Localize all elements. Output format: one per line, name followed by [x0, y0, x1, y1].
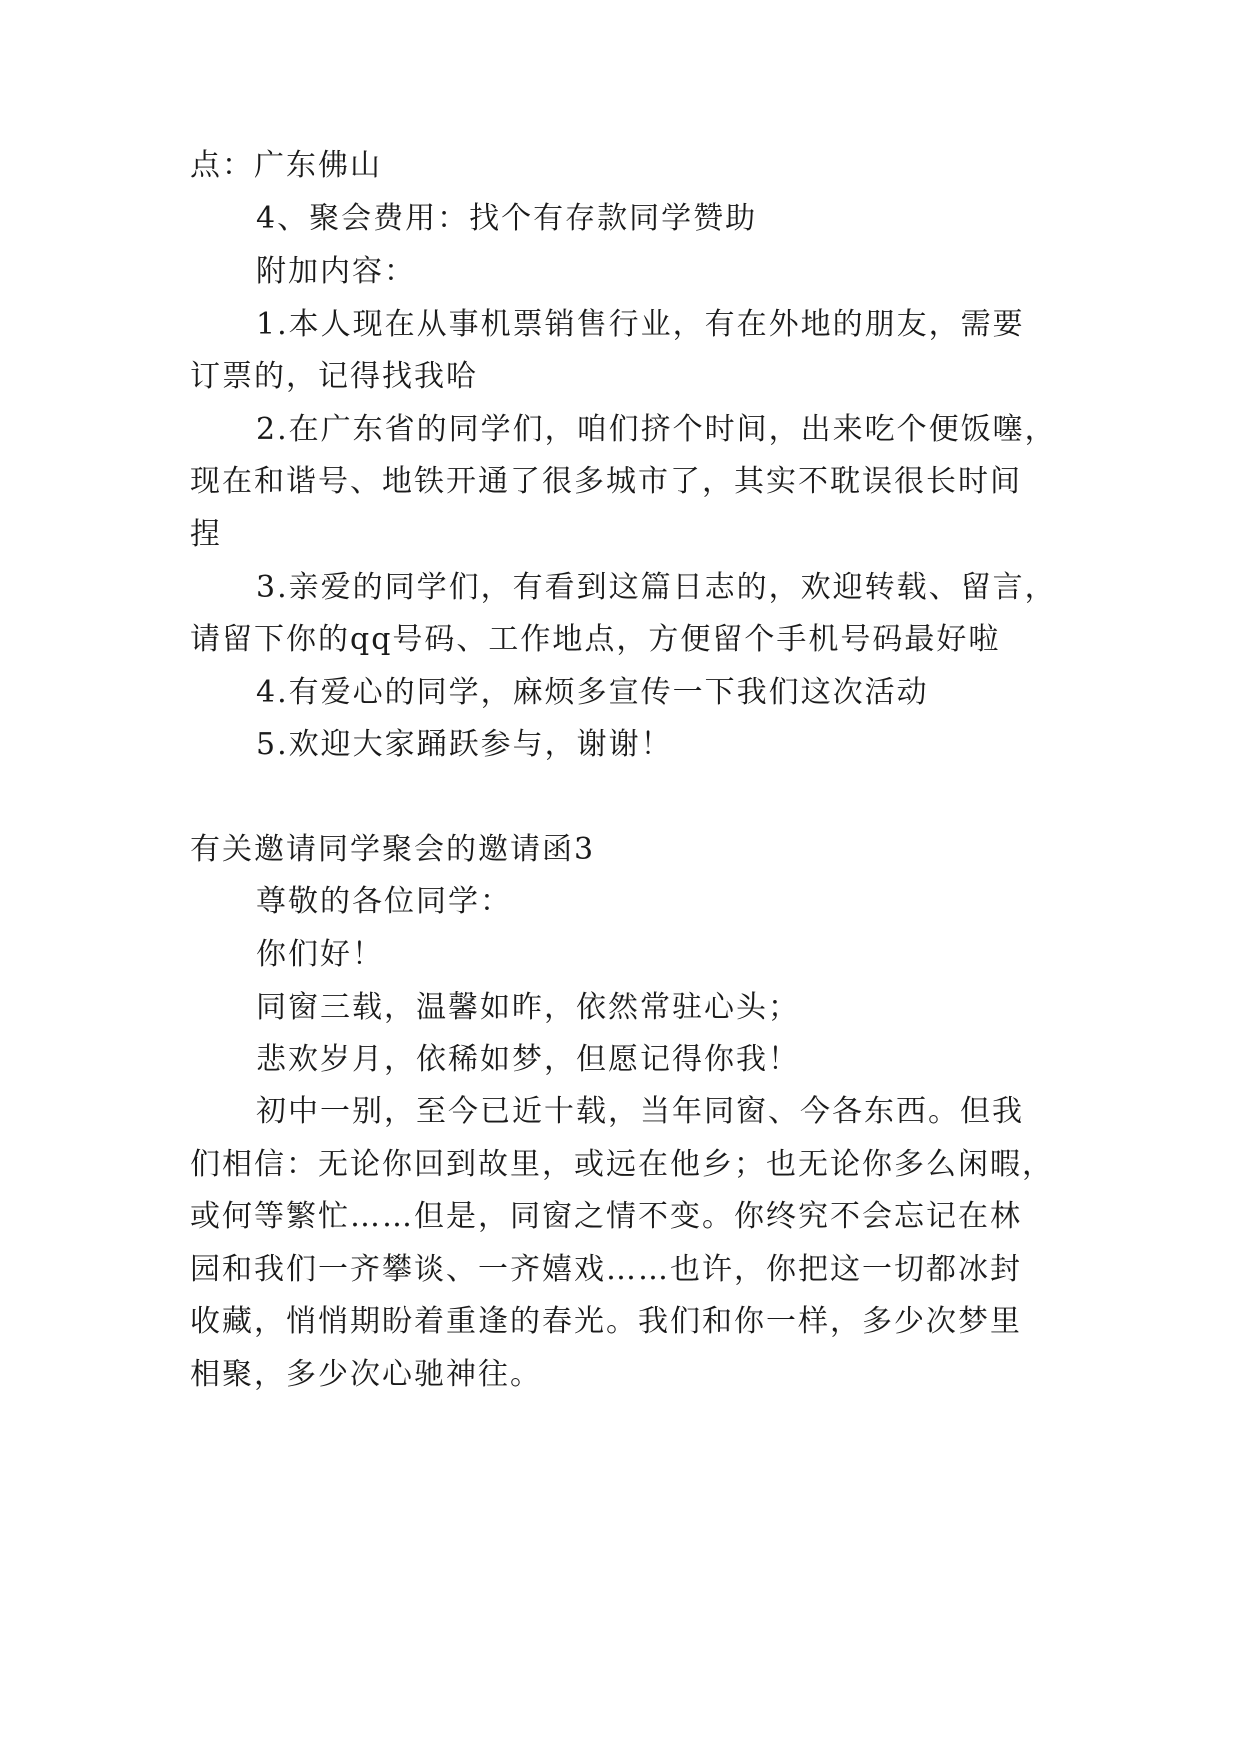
text-line: 收藏，悄悄期盼着重逢的春光。我们和你一样，多少次梦里 — [190, 1304, 1022, 1339]
text-line: 悲欢岁月，依稀如梦，但愿记得你我！ — [256, 1042, 800, 1077]
text-line: 1.本人现在从事机票销售行业，有在外地的朋友，需要 — [256, 307, 1025, 342]
text-line: 附加内容： — [256, 254, 416, 289]
text-line: 相聚，多少次心驰神往。 — [190, 1357, 542, 1392]
section-heading: 有关邀请同学聚会的邀请函3 — [190, 832, 596, 867]
text-line: 你们好！ — [256, 937, 384, 972]
text-line: 尊敬的各位同学： — [256, 884, 512, 919]
text-line: 现在和谐号、地铁开通了很多城市了，其实不耽误很长时间 — [190, 464, 1022, 499]
text-line: 2.在广东省的同学们，咱们挤个时间，出来吃个便饭噻， — [256, 412, 1057, 447]
text-line: 或何等繁忙……但是，同窗之情不变。你终究不会忘记在林 — [190, 1199, 1022, 1234]
text-line: 订票的，记得找我哈 — [190, 359, 478, 394]
text-line: 4、聚会费用：找个有存款同学赞助 — [256, 201, 758, 236]
text-line: 园和我们一齐攀谈、一齐嬉戏……也许，你把这一切都冰封 — [190, 1252, 1022, 1287]
text-line: 3.亲爱的同学们，有看到这篇日志的，欢迎转载、留言， — [256, 570, 1057, 605]
text-line: 请留下你的qq号码、工作地点，方便留个手机号码最好啦 — [190, 622, 1001, 657]
text-line: 4.有爱心的同学，麻烦多宣传一下我们这次活动 — [256, 675, 929, 710]
text-line: 点：广东佛山 — [190, 148, 382, 183]
text-line: 捏 — [190, 517, 222, 552]
text-line: 们相信：无论你回到故里，或远在他乡；也无论你多么闲暇， — [190, 1147, 1054, 1182]
text-line: 5.欢迎大家踊跃参与，谢谢！ — [256, 727, 673, 762]
text-line: 同窗三载，温馨如昨，依然常驻心头； — [256, 990, 800, 1025]
text-line: 初中一别，至今已近十载，当年同窗、今各东西。但我 — [256, 1094, 1024, 1129]
